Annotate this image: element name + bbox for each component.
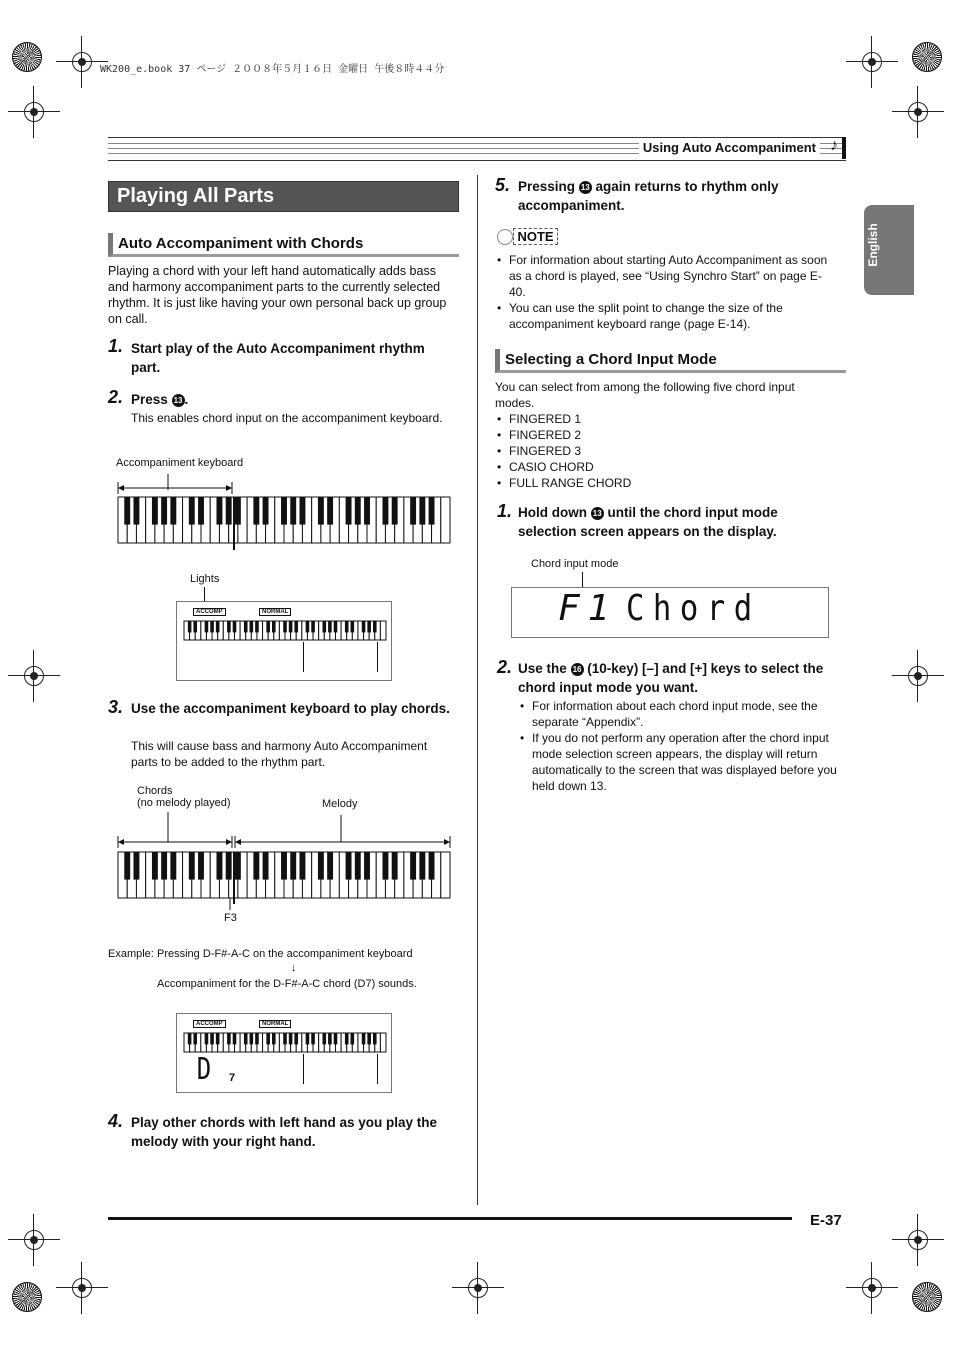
black-key xyxy=(255,1033,259,1044)
black-key xyxy=(290,852,296,880)
note-badge xyxy=(497,228,558,246)
lcd-keyboard xyxy=(183,1032,387,1054)
black-key xyxy=(392,497,398,525)
split-keyboard-figure xyxy=(108,812,458,912)
black-key xyxy=(133,497,139,525)
accomp-indicator: ACCOMP xyxy=(193,608,226,616)
lcd-keyboard xyxy=(183,620,387,642)
step-number: 5. xyxy=(495,175,511,195)
black-key xyxy=(227,621,231,632)
crosshair-mark-icon xyxy=(852,1268,892,1308)
black-key xyxy=(351,1033,355,1044)
black-key xyxy=(362,1033,366,1044)
black-key xyxy=(133,852,139,880)
step-text: . xyxy=(184,392,189,407)
black-key xyxy=(189,852,195,880)
black-key xyxy=(355,497,361,525)
accomp-indicator: ACCOMP xyxy=(193,1020,226,1028)
black-key xyxy=(289,1033,293,1044)
step-number: 1. xyxy=(108,336,124,356)
black-key xyxy=(233,1033,237,1044)
chord-mode-item: • FULL RANGE CHORD xyxy=(495,475,795,491)
crosshair-mark-icon xyxy=(62,42,102,82)
black-key xyxy=(124,852,130,880)
black-key xyxy=(193,1033,197,1044)
chord-mode-display xyxy=(511,587,829,638)
black-key xyxy=(152,497,158,525)
step-text: Press xyxy=(131,392,172,407)
key-13-icon: 13 xyxy=(591,507,604,520)
registration-fan-icon xyxy=(912,42,942,72)
black-key xyxy=(193,621,197,632)
black-key xyxy=(189,497,195,525)
step-title xyxy=(518,177,833,215)
black-key xyxy=(346,497,352,525)
black-key xyxy=(235,852,241,880)
chords-label: Chords xyxy=(137,785,173,797)
step-text: Hold down xyxy=(518,505,591,520)
black-key xyxy=(210,621,214,632)
piano-keys xyxy=(118,497,450,543)
black-key xyxy=(161,852,167,880)
black-key xyxy=(253,852,259,880)
example-result: Accompaniment for the D-F#-A-C chord (D7) sounds. xyxy=(157,978,417,990)
black-key xyxy=(250,1033,254,1044)
running-head-title: Using Auto Accompaniment xyxy=(639,140,820,155)
step2-bullet: • For information about each chord input mode, see the separate “Appendix”. xyxy=(518,698,846,730)
black-key xyxy=(362,621,366,632)
black-key xyxy=(250,621,254,632)
crosshair-mark-icon xyxy=(898,92,938,132)
section-title: Playing All Parts xyxy=(108,181,459,212)
black-key xyxy=(283,621,287,632)
black-key xyxy=(235,497,241,525)
black-key xyxy=(364,497,370,525)
normal-indicator: NORMAL xyxy=(259,608,291,616)
step-title: Play other chords with left hand as you play the melody with your right hand. xyxy=(131,1115,438,1149)
step-number: 2. xyxy=(497,657,513,677)
black-key xyxy=(226,497,232,525)
lcd-display-chord xyxy=(176,1013,392,1093)
black-key xyxy=(392,852,398,880)
black-key xyxy=(253,497,259,525)
black-key xyxy=(198,497,204,525)
key-16-icon: 16 xyxy=(571,663,584,676)
step-note: This will cause bass and harmony Auto Accompaniment parts to be added to the rhythm part. xyxy=(131,739,428,769)
page-number: E-37 xyxy=(810,1212,842,1229)
crosshair-mark-icon xyxy=(898,656,938,696)
black-key xyxy=(210,1033,214,1044)
chord-mode-item: • FINGERED 1 xyxy=(495,411,795,427)
black-key xyxy=(322,621,326,632)
lightbulb-icon xyxy=(497,229,513,245)
black-key xyxy=(410,497,416,525)
down-arrow-icon: ↓ xyxy=(291,962,297,974)
black-key xyxy=(327,852,333,880)
subheading-auto-accompaniment: Auto Accompaniment with Chords xyxy=(108,233,459,257)
black-key xyxy=(373,1033,377,1044)
chord-mode-list xyxy=(495,411,795,491)
crosshair-mark-icon xyxy=(458,1268,498,1308)
chord-mode-item: • CASIO CHORD xyxy=(495,459,795,475)
display-label: Chord input mode xyxy=(531,558,619,570)
language-tab-label: English xyxy=(866,223,880,267)
figure-label: Lights xyxy=(190,573,220,585)
black-key xyxy=(244,621,248,632)
black-key xyxy=(299,852,305,880)
white-key xyxy=(441,497,450,543)
chords-sublabel: (no melody played) xyxy=(137,797,231,809)
black-key xyxy=(299,497,305,525)
black-key xyxy=(216,621,220,632)
black-key xyxy=(227,1033,231,1044)
black-key xyxy=(318,852,324,880)
step-text: (10-key) [–] and [+] keys to select the chord input mode you want. xyxy=(518,661,824,695)
step-title: Start play of the Auto Accompaniment rhythm part. xyxy=(131,341,425,375)
black-key xyxy=(429,497,435,525)
black-key xyxy=(216,497,222,525)
example-text: Pressing D-F#-A-C on the accompaniment keyboard xyxy=(157,948,413,960)
crosshair-mark-icon xyxy=(14,92,54,132)
language-tab xyxy=(864,205,914,295)
step-text: Pressing xyxy=(518,179,579,194)
crosshair-mark-icon xyxy=(898,1220,938,1260)
black-key xyxy=(328,1033,332,1044)
example-label: Example: xyxy=(108,948,154,960)
column-divider xyxy=(477,175,478,1205)
black-key xyxy=(281,852,287,880)
step-title xyxy=(518,659,848,697)
black-key xyxy=(419,497,425,525)
black-key xyxy=(290,497,296,525)
black-key xyxy=(226,852,232,880)
melody-label: Melody xyxy=(322,798,358,810)
black-key xyxy=(198,852,204,880)
black-key xyxy=(152,852,158,880)
f3-label: F3 xyxy=(224,912,237,924)
step-title xyxy=(518,503,838,541)
crosshair-mark-icon xyxy=(62,1268,102,1308)
step-title: Use the accompaniment keyboard to play chords. xyxy=(131,701,450,716)
accompaniment-keyboard-figure xyxy=(108,470,458,555)
black-key xyxy=(410,852,416,880)
black-key xyxy=(429,852,435,880)
black-key xyxy=(306,621,310,632)
black-key xyxy=(266,621,270,632)
black-key xyxy=(318,497,324,525)
step-text: until the chord input mode selection screen appears on the display. xyxy=(518,505,778,539)
black-key xyxy=(419,852,425,880)
black-key xyxy=(272,1033,276,1044)
black-key xyxy=(216,852,222,880)
white-key xyxy=(380,1033,386,1052)
black-key xyxy=(216,1033,220,1044)
black-key xyxy=(294,621,298,632)
chord-sup: 7 xyxy=(229,1072,236,1084)
step-text: again returns to rhythm only accompaniment. xyxy=(518,179,779,213)
intro-paragraph: Playing a chord with your left hand automatically adds bass and harmony accompaniment parts to the currently selected rhythm. It is just like having your own personal back up group on call. xyxy=(108,264,447,326)
print-header: WK200_e.book 37 ページ ２００８年５月１６日 金曜日 午後８時４４分 xyxy=(100,64,445,75)
registration-fan-icon xyxy=(12,42,42,72)
note-icon: ♪ xyxy=(830,137,838,154)
chord-root: D xyxy=(196,1052,212,1087)
black-key xyxy=(170,497,176,525)
chord-mode-item: • FINGERED 2 xyxy=(495,427,795,443)
black-key xyxy=(382,497,388,525)
normal-indicator: NORMAL xyxy=(259,1020,291,1028)
registration-fan-icon xyxy=(912,1282,942,1312)
chord-mode-intro: You can select from among the following five chord input modes. xyxy=(495,380,795,410)
black-key xyxy=(233,621,237,632)
key-13-icon: 13 xyxy=(172,394,185,407)
black-key xyxy=(345,1033,349,1044)
black-key xyxy=(170,852,176,880)
white-key xyxy=(441,852,450,898)
step-title xyxy=(131,390,456,409)
black-key xyxy=(334,621,338,632)
key-13-icon: 13 xyxy=(579,181,592,194)
step2-bullets xyxy=(518,698,846,794)
running-head-bar xyxy=(108,137,846,161)
registration-fan-icon xyxy=(12,1282,42,1312)
black-key xyxy=(188,621,192,632)
note-label: NOTE xyxy=(513,228,557,245)
crosshair-mark-icon xyxy=(14,656,54,696)
black-key xyxy=(244,1033,248,1044)
black-key xyxy=(327,497,333,525)
black-key xyxy=(328,621,332,632)
step-number: 4. xyxy=(108,1111,124,1131)
black-key xyxy=(281,497,287,525)
step-number: 1. xyxy=(497,501,513,521)
black-key xyxy=(367,621,371,632)
black-key xyxy=(289,621,293,632)
display-code: F1 xyxy=(558,588,618,629)
black-key xyxy=(263,497,269,525)
display-text: Chord xyxy=(626,588,761,629)
black-key xyxy=(283,1033,287,1044)
step-number: 2. xyxy=(108,387,124,407)
black-key xyxy=(346,852,352,880)
black-key xyxy=(382,852,388,880)
black-key xyxy=(334,1033,338,1044)
black-key xyxy=(367,1033,371,1044)
note-list xyxy=(495,252,835,332)
black-key xyxy=(124,497,130,525)
figure-label: Accompaniment keyboard xyxy=(116,457,244,469)
black-key xyxy=(205,621,209,632)
black-key xyxy=(364,852,370,880)
chord-mode-item: • FINGERED 3 xyxy=(495,443,795,459)
note-item: • For information about starting Auto Accompaniment as soon as a chord is played, see “Using Synchro Start” on page E-40. xyxy=(495,252,835,300)
lcd-display-lights xyxy=(176,601,392,681)
crosshair-mark-icon xyxy=(852,42,892,82)
black-key xyxy=(311,1033,315,1044)
footer-rule xyxy=(108,1217,792,1220)
black-key xyxy=(311,621,315,632)
black-key xyxy=(373,621,377,632)
crosshair-mark-icon xyxy=(14,1220,54,1260)
black-key xyxy=(263,852,269,880)
note-item: • You can use the split point to change the size of the accompaniment keyboard range (page E-14). xyxy=(495,300,835,332)
step-note: This enables chord input on the accompaniment keyboard. xyxy=(131,411,443,425)
black-key xyxy=(345,621,349,632)
black-key xyxy=(255,621,259,632)
white-key xyxy=(380,621,386,640)
black-key xyxy=(351,621,355,632)
black-key xyxy=(294,1033,298,1044)
subheading-chord-input-mode: Selecting a Chord Input Mode xyxy=(495,349,846,373)
black-key xyxy=(188,1033,192,1044)
step2-bullet: • If you do not perform any operation after the chord input mode selection screen appears, the display will return automatically to the screen that was displayed before you held down 13. xyxy=(518,730,846,794)
black-key xyxy=(306,1033,310,1044)
step-number: 3. xyxy=(108,697,124,717)
black-key xyxy=(322,1033,326,1044)
black-key xyxy=(161,497,167,525)
black-key xyxy=(355,852,361,880)
black-key xyxy=(266,1033,270,1044)
black-key xyxy=(272,621,276,632)
step-text: Use the xyxy=(518,661,571,676)
black-key xyxy=(205,1033,209,1044)
